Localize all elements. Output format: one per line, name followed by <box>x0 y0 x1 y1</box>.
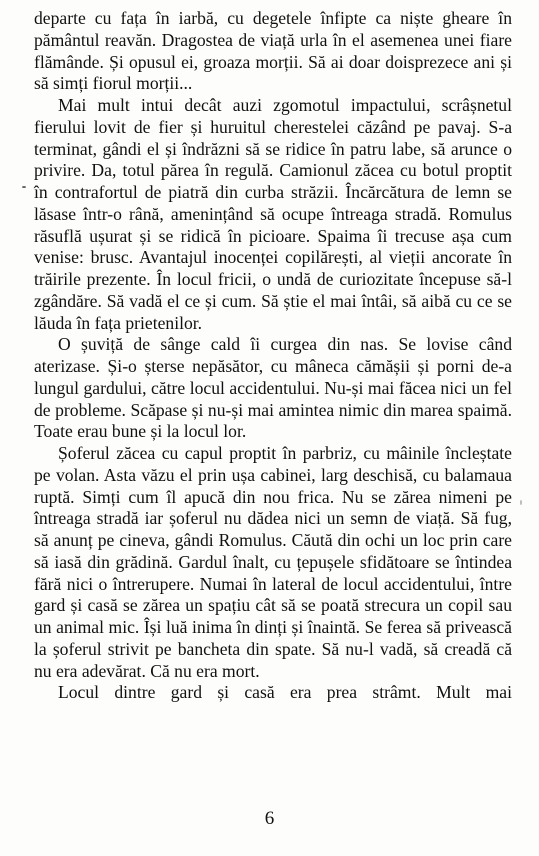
paragraph-3: O șuviță de sânge cald îi curgea din nas. Se lovise când aterizase. Și-o șterse nepăsător, cu mâneca cămășii și porni de-a lungul gardului, către locul accidentului. Nu-și mai făcea nici un fel de probleme. Scăpase și nu-și mai amintea nimic din marea spaimă. Toate erau bune și la locul lor. <box>34 334 512 442</box>
paragraph-2: Mai mult intui decât auzi zgomotul impactului, scrâșnetul fierului lovit de fier și huruitul cherestelei căzând pe pavaj. S-a terminat, gândi el și îndrăzni să se ridice în patru labe, să arunce o privire. Da, totul părea în regulă. Camionul zăcea cu botul proptit în contrafortul de piatră din curba străzii. Încărcătura de lemn se lăsase într-o rână, amenințând să ocupe întreaga stradă. Romulus răsuflă ușurat și se ridică în picioare. Spaima îi trecuse așa cum venise: brusc. Avantajul inocenței copilărești, al vieții ancorate în trăirile prezente. În locul fricii, o undă de curiozitate începuse să-l zgândăre. Să vadă el ce și cum. Să știe el mai întâi, să aibă cu ce se lăuda în fața prietenilor. <box>34 95 512 333</box>
body-text <box>34 8 512 704</box>
paragraph-1: departe cu fața în iarbă, cu degetele înfipte ca niște gheare în pământul reavăn. Dragostea de viață urla în el asemenea unei fiare flămânde. Și opusul ei, groaza morții. Să ai doar doisprezece ani și să simți fiorul morții... <box>34 8 512 94</box>
paragraph-4: Șoferul zăcea cu capul proptit în parbriz, cu mâinile încleștate pe volan. Asta văzu el prin ușa cabinei, larg deschisă, cu balamaua ruptă. Simți cum îl apucă din nou frica. Nu se zărea nimeni pe întreaga stradă iar șoferul nu dădea nici un semn de viață. Să fug, să anunț pe cineva, gândi Romulus. Căută din ochi un loc prin care să iasă din grădină. Gardul înalt, cu țepușele sfidătoare se întindea fără nici o întrerupere. Numai în lateral de locul accidentului, între gard și casă se zărea un spațiu cât să se poată strecura un copil sau un animal mic. Își luă inima în dinți și înaintă. Se ferea să privească la șoferul strivit pe bancheta din spate. Să nu-l vadă, să creadă că nu era adevărat. Că nu era mort. <box>34 443 512 681</box>
scan-speck <box>22 186 26 188</box>
scan-speck <box>520 500 522 505</box>
paragraph-5: Locul dintre gard și casă era prea strâmt. Mult mai <box>58 682 512 703</box>
page-number: 6 <box>264 808 275 829</box>
